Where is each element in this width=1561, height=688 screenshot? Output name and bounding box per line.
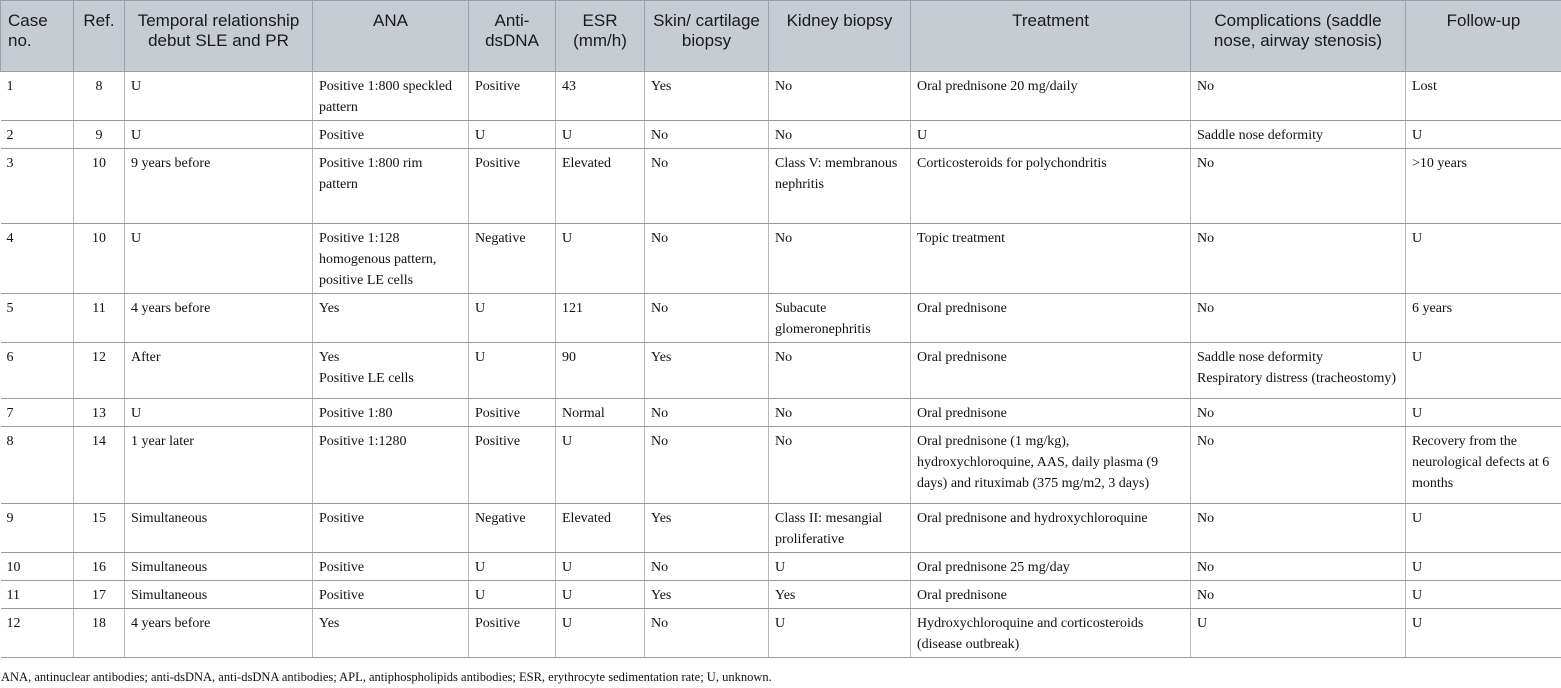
cell-text: Class V: membranous nephritis <box>775 156 898 192</box>
cell-anti-dsdna <box>469 149 556 224</box>
cell-anti-dsdna <box>469 121 556 149</box>
cell-case-no <box>1 224 74 294</box>
cell-text: 4 <box>6 231 14 246</box>
cell-text: Positive 1:1280 <box>319 434 407 449</box>
cell-anti-dsdna <box>469 609 556 658</box>
cell-text: Oral prednisone and hydroxychloroquine <box>917 511 1148 526</box>
header-complications: Complications (saddle nose, airway stenosis) <box>1191 1 1406 72</box>
cell-temporal-relationship <box>125 72 313 121</box>
cell-case-no <box>1 553 74 581</box>
cell-esr <box>556 427 645 504</box>
cell-text: 9 years before <box>131 156 211 171</box>
cell-text: 2 <box>6 128 14 143</box>
cell-text: 8 <box>6 434 14 449</box>
header-skin-cartilage-biopsy: Skin/ cartilage biopsy <box>645 1 769 72</box>
cell-text: Oral prednisone (1 mg/kg), hydroxychloroquine, AAS, daily plasma (9 days) and rituximab (375 mg/m2, 3 days) <box>917 434 1159 491</box>
table-row <box>1 581 1561 609</box>
cell-skin-cartilage-biopsy <box>645 553 769 581</box>
cell-complications <box>1191 399 1406 427</box>
cell-text: U <box>562 434 573 449</box>
table-row <box>1 427 1561 504</box>
cell-ref <box>74 149 125 224</box>
cell-skin-cartilage-biopsy <box>645 343 769 399</box>
cell-text: Yes <box>319 301 340 316</box>
cell-complications <box>1191 504 1406 553</box>
cell-ref <box>74 427 125 504</box>
cell-text: U <box>475 301 486 316</box>
cell-esr <box>556 224 645 294</box>
cell-follow-up <box>1406 343 1561 399</box>
cell-ref <box>74 294 125 343</box>
cell-text: Positive <box>319 128 365 143</box>
cell-anti-dsdna <box>469 294 556 343</box>
cell-temporal-relationship <box>125 224 313 294</box>
cell-case-no <box>1 343 74 399</box>
cell-text: No <box>1197 560 1215 575</box>
cell-treatment <box>911 294 1191 343</box>
cell-text: Normal <box>562 406 605 421</box>
cell-kidney-biopsy <box>769 224 911 294</box>
cell-case-no <box>1 581 74 609</box>
cell-ana <box>313 504 469 553</box>
cell-text: 16 <box>92 560 106 575</box>
cell-text: Negative <box>475 231 526 246</box>
cell-text: U <box>1412 616 1423 631</box>
cell-complications <box>1191 294 1406 343</box>
header-treatment: Treatment <box>911 1 1191 72</box>
cell-text: U <box>562 588 573 603</box>
cell-follow-up <box>1406 427 1561 504</box>
cell-skin-cartilage-biopsy <box>645 427 769 504</box>
cell-complications <box>1191 224 1406 294</box>
cell-text: Positive <box>475 156 521 171</box>
cell-text: 17 <box>92 588 106 603</box>
cell-kidney-biopsy <box>769 121 911 149</box>
cell-ref <box>74 224 125 294</box>
cell-text: U <box>475 350 486 365</box>
cell-text: 13 <box>92 406 106 421</box>
cell-temporal-relationship <box>125 553 313 581</box>
cell-text: 1 <box>6 79 14 94</box>
cell-skin-cartilage-biopsy <box>645 581 769 609</box>
table-footnote: ANA, antinuclear antibodies; anti-dsDNA, anti-dsDNA antibodies; APL, antiphospholipids antibodies; ESR, erythrocyte sedimentation rate; U, unknown. <box>1 670 772 684</box>
cell-text: 7 <box>6 406 14 421</box>
cell-text: Yes <box>651 79 672 94</box>
cell-text: Simultaneous <box>131 511 208 526</box>
cell-text: 4 years before <box>131 616 211 631</box>
cell-text: Corticosteroids for polychondritis <box>917 156 1107 171</box>
cell-text: U <box>131 79 142 94</box>
cell-ana <box>313 427 469 504</box>
cell-text: No <box>651 156 669 171</box>
cell-skin-cartilage-biopsy <box>645 504 769 553</box>
cell-skin-cartilage-biopsy <box>645 72 769 121</box>
cell-text: U <box>1412 511 1423 526</box>
cell-text: U <box>562 128 573 143</box>
cell-skin-cartilage-biopsy <box>645 609 769 658</box>
cell-text: No <box>651 616 669 631</box>
cell-case-no <box>1 294 74 343</box>
cell-text: 9 <box>95 128 103 143</box>
cell-kidney-biopsy <box>769 609 911 658</box>
cell-text: Class II: mesangial proliferative <box>775 511 883 547</box>
cell-skin-cartilage-biopsy <box>645 294 769 343</box>
cell-kidney-biopsy <box>769 149 911 224</box>
cell-anti-dsdna <box>469 553 556 581</box>
cell-follow-up <box>1406 224 1561 294</box>
header-temporal-relationship: Temporal relationship debut SLE and PR <box>125 1 313 72</box>
cell-esr <box>556 581 645 609</box>
cell-text: 12 <box>92 350 106 365</box>
cell-text: Positive LE cells <box>319 371 414 386</box>
cell-text: Positive <box>319 588 365 603</box>
header-row <box>1 1 1561 72</box>
cell-text: U <box>562 616 573 631</box>
cell-text: After <box>131 350 161 365</box>
cell-treatment <box>911 121 1191 149</box>
cell-follow-up <box>1406 399 1561 427</box>
cell-text: No <box>651 560 669 575</box>
cell-treatment <box>911 609 1191 658</box>
cell-text: Positive <box>475 406 521 421</box>
cell-text: U <box>1412 350 1423 365</box>
cell-esr <box>556 343 645 399</box>
cell-text: Positive <box>475 79 521 94</box>
cell-text: Positive <box>475 616 521 631</box>
header-follow-up: Follow-up <box>1406 1 1561 72</box>
cell-ref <box>74 609 125 658</box>
cell-text: 6 <box>6 350 14 365</box>
cell-text: No <box>775 434 793 449</box>
cell-text: No <box>651 434 669 449</box>
cell-text: No <box>651 128 669 143</box>
cell-text: U <box>131 231 142 246</box>
cell-temporal-relationship <box>125 504 313 553</box>
cell-esr <box>556 121 645 149</box>
cell-text: U <box>131 406 142 421</box>
table-row <box>1 609 1561 658</box>
cell-text: >10 years <box>1412 156 1467 171</box>
cell-text: Saddle nose deformity <box>1197 128 1323 143</box>
cell-ana <box>313 121 469 149</box>
cell-text: Positive <box>319 560 365 575</box>
cell-text: No <box>775 128 793 143</box>
cell-ana <box>313 399 469 427</box>
cell-text: 10 <box>6 560 21 575</box>
cell-temporal-relationship <box>125 294 313 343</box>
cell-ana <box>313 553 469 581</box>
cell-text: 15 <box>92 511 106 526</box>
cell-text: No <box>775 350 793 365</box>
cell-text: No <box>1197 406 1215 421</box>
cell-text: Recovery from the neurological defects at 6 months <box>1412 434 1550 491</box>
table-row <box>1 294 1561 343</box>
table-row <box>1 121 1561 149</box>
cell-follow-up <box>1406 553 1561 581</box>
cell-text: No <box>1197 434 1215 449</box>
cell-text: Oral prednisone <box>917 406 1007 421</box>
cell-anti-dsdna <box>469 343 556 399</box>
header-kidney-biopsy: Kidney biopsy <box>769 1 911 72</box>
cell-complications <box>1191 343 1406 399</box>
cell-text: U <box>1412 588 1423 603</box>
cell-text: Positive 1:800 rim pattern <box>319 156 423 192</box>
cell-ana <box>313 294 469 343</box>
table-row <box>1 553 1561 581</box>
cell-text: 11 <box>6 588 20 603</box>
cell-text: U <box>475 128 486 143</box>
cell-esr <box>556 294 645 343</box>
cell-text: 10 <box>92 231 106 246</box>
header-ref: Ref. <box>74 1 125 72</box>
cell-text: No <box>1197 301 1215 316</box>
cell-ana <box>313 149 469 224</box>
cell-treatment <box>911 581 1191 609</box>
cell-follow-up <box>1406 294 1561 343</box>
cell-follow-up <box>1406 504 1561 553</box>
cell-text: Positive 1:128 homogenous pattern, positive LE cells <box>319 231 437 288</box>
cell-text: Negative <box>475 511 526 526</box>
cell-text: 18 <box>92 616 106 631</box>
cell-kidney-biopsy <box>769 553 911 581</box>
cell-follow-up <box>1406 72 1561 121</box>
cell-treatment <box>911 72 1191 121</box>
cell-text: No <box>775 231 793 246</box>
cell-text: 11 <box>92 301 106 316</box>
cell-esr <box>556 149 645 224</box>
cell-text: Simultaneous <box>131 560 208 575</box>
cell-follow-up <box>1406 149 1561 224</box>
cell-text: 43 <box>562 79 576 94</box>
cell-follow-up <box>1406 121 1561 149</box>
cell-esr <box>556 72 645 121</box>
cell-text: U <box>1412 560 1423 575</box>
cell-text: U <box>562 560 573 575</box>
cell-case-no <box>1 427 74 504</box>
cell-kidney-biopsy <box>769 504 911 553</box>
cell-ana <box>313 609 469 658</box>
cell-complications <box>1191 609 1406 658</box>
cell-ref <box>74 553 125 581</box>
cell-esr <box>556 504 645 553</box>
cell-skin-cartilage-biopsy <box>645 149 769 224</box>
cell-anti-dsdna <box>469 399 556 427</box>
header-anti-dsdna: Anti-dsDNA <box>469 1 556 72</box>
cell-ref <box>74 399 125 427</box>
cell-case-no <box>1 149 74 224</box>
cell-text: U <box>1197 616 1208 631</box>
table-row <box>1 72 1561 121</box>
cell-case-no <box>1 399 74 427</box>
cell-text: Elevated <box>562 156 611 171</box>
cell-treatment <box>911 504 1191 553</box>
cell-text: Oral prednisone 20 mg/daily <box>917 79 1078 94</box>
cell-esr <box>556 609 645 658</box>
table-row <box>1 504 1561 553</box>
cell-text: U <box>1412 128 1423 143</box>
cell-esr <box>556 553 645 581</box>
cell-text: U <box>775 560 786 575</box>
cell-treatment <box>911 343 1191 399</box>
cell-temporal-relationship <box>125 609 313 658</box>
cell-text: No <box>1197 588 1215 603</box>
cell-text: U <box>131 128 142 143</box>
cell-ana <box>313 224 469 294</box>
cell-text: No <box>775 406 793 421</box>
cell-kidney-biopsy <box>769 343 911 399</box>
cell-anti-dsdna <box>469 224 556 294</box>
cell-complications <box>1191 581 1406 609</box>
cell-case-no <box>1 121 74 149</box>
cell-text: U <box>562 231 573 246</box>
cell-anti-dsdna <box>469 72 556 121</box>
cell-text: 121 <box>562 301 583 316</box>
cell-follow-up <box>1406 609 1561 658</box>
cell-text: U <box>917 128 928 143</box>
cell-text: Oral prednisone 25 mg/day <box>917 560 1070 575</box>
cell-text: Lost <box>1412 79 1437 94</box>
cell-text: 8 <box>95 79 103 94</box>
cell-text: Oral prednisone <box>917 301 1007 316</box>
cell-ref <box>74 504 125 553</box>
cell-complications <box>1191 427 1406 504</box>
cell-text: Positive 1:800 speckled pattern <box>319 79 452 115</box>
cell-temporal-relationship <box>125 121 313 149</box>
cell-ref <box>74 581 125 609</box>
cell-text: U <box>775 616 786 631</box>
cell-text: Respiratory distress (tracheostomy) <box>1197 371 1397 386</box>
cell-anti-dsdna <box>469 427 556 504</box>
cell-text: 6 years <box>1412 301 1453 316</box>
cell-text: Elevated <box>562 511 611 526</box>
cell-treatment <box>911 399 1191 427</box>
cell-case-no <box>1 72 74 121</box>
cell-text: 12 <box>6 616 21 631</box>
cell-text: 10 <box>92 156 106 171</box>
cell-treatment <box>911 553 1191 581</box>
cell-text: Saddle nose deformity <box>1197 350 1323 365</box>
table-row <box>1 224 1561 294</box>
cell-kidney-biopsy <box>769 72 911 121</box>
cell-complications <box>1191 72 1406 121</box>
cell-complications <box>1191 553 1406 581</box>
cell-text: U <box>475 588 486 603</box>
cell-text: Oral prednisone <box>917 350 1007 365</box>
cell-case-no <box>1 504 74 553</box>
cell-text: 3 <box>6 156 14 171</box>
cell-skin-cartilage-biopsy <box>645 224 769 294</box>
cell-kidney-biopsy <box>769 294 911 343</box>
cell-skin-cartilage-biopsy <box>645 399 769 427</box>
cell-text: Positive <box>475 434 521 449</box>
cell-ana <box>313 343 469 399</box>
cell-temporal-relationship <box>125 149 313 224</box>
cell-temporal-relationship <box>125 427 313 504</box>
cell-follow-up <box>1406 581 1561 609</box>
cell-text: 1 year later <box>131 434 194 449</box>
cell-treatment <box>911 427 1191 504</box>
cell-text: No <box>1197 511 1215 526</box>
cell-ana <box>313 581 469 609</box>
cell-kidney-biopsy <box>769 399 911 427</box>
cell-anti-dsdna <box>469 504 556 553</box>
cell-text: Positive 1:80 <box>319 406 393 421</box>
table-body <box>1 72 1561 658</box>
header-ana: ANA <box>313 1 469 72</box>
cell-text: Yes <box>651 511 672 526</box>
cell-text: Yes <box>775 588 796 603</box>
cell-text: No <box>1197 231 1215 246</box>
cell-text: Topic treatment <box>917 231 1006 246</box>
cell-text: Yes <box>319 350 340 365</box>
cell-kidney-biopsy <box>769 581 911 609</box>
cell-text: Yes <box>651 588 672 603</box>
cell-case-no <box>1 609 74 658</box>
cell-text: Yes <box>651 350 672 365</box>
table-row <box>1 149 1561 224</box>
cell-text: No <box>651 231 669 246</box>
cell-text: Subacute glomeronephritis <box>775 301 871 337</box>
table-row <box>1 399 1561 427</box>
cell-anti-dsdna <box>469 581 556 609</box>
cell-treatment <box>911 224 1191 294</box>
cell-text: U <box>475 560 486 575</box>
cell-ref <box>74 72 125 121</box>
cell-esr <box>556 399 645 427</box>
cell-text: No <box>1197 79 1215 94</box>
cell-text: No <box>775 79 793 94</box>
cell-complications <box>1191 121 1406 149</box>
cell-text: No <box>1197 156 1215 171</box>
table-row <box>1 343 1561 399</box>
cell-text: Simultaneous <box>131 588 208 603</box>
cell-text: U <box>1412 231 1423 246</box>
cell-text: U <box>1412 406 1423 421</box>
cell-text: 5 <box>6 301 14 316</box>
cell-ref <box>74 121 125 149</box>
cell-skin-cartilage-biopsy <box>645 121 769 149</box>
cell-text: Yes <box>319 616 340 631</box>
cell-ref <box>74 343 125 399</box>
cell-text: Oral prednisone <box>917 588 1007 603</box>
cell-ana <box>313 72 469 121</box>
cell-temporal-relationship <box>125 581 313 609</box>
cell-text: No <box>651 406 669 421</box>
cell-text: 14 <box>92 434 106 449</box>
cell-treatment <box>911 149 1191 224</box>
cell-temporal-relationship <box>125 399 313 427</box>
cell-text: 4 years before <box>131 301 211 316</box>
cell-temporal-relationship <box>125 343 313 399</box>
header-esr: ESR (mm/h) <box>556 1 645 72</box>
cell-text: 90 <box>562 350 576 365</box>
cell-text: 9 <box>6 511 14 526</box>
header-case-no: Case no. <box>1 1 74 72</box>
cell-text: No <box>651 301 669 316</box>
cell-complications <box>1191 149 1406 224</box>
cell-text: Hydroxychloroquine and corticosteroids (disease outbreak) <box>917 616 1144 652</box>
cell-text: Positive <box>319 511 365 526</box>
cell-kidney-biopsy <box>769 427 911 504</box>
